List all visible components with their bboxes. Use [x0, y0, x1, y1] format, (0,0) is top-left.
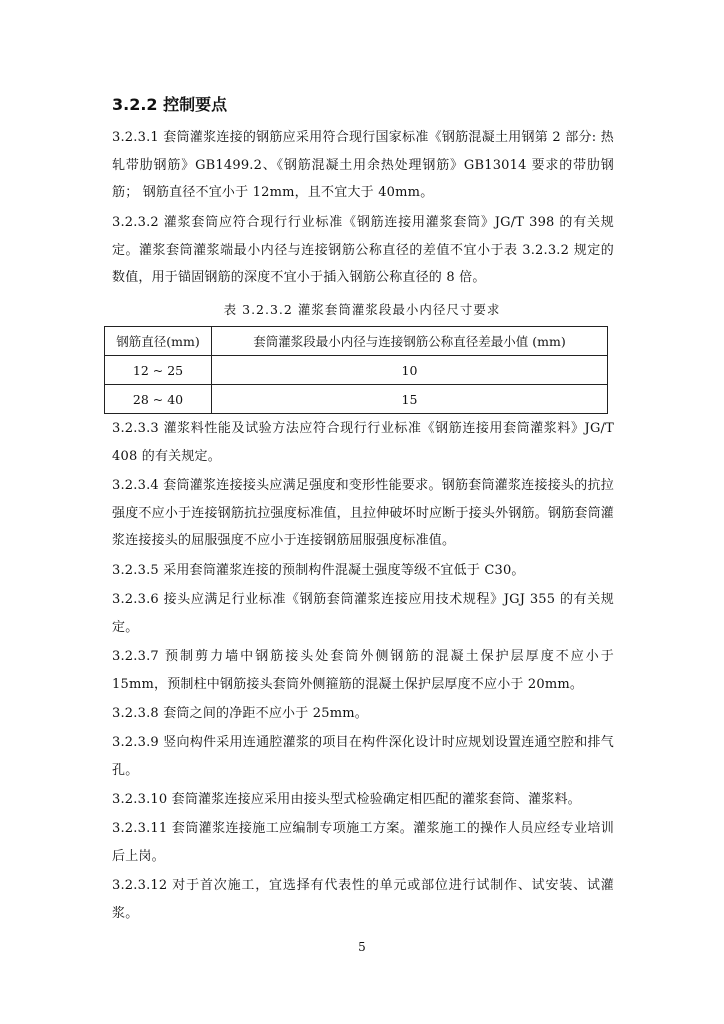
table-cell: 10 [212, 356, 608, 385]
paragraph-3-2-3-11: 3.2.3.11 套筒灌浆连接施工应编制专项施工方案。灌浆施工的操作人员应经专业培训后上岗。 [112, 821, 614, 864]
paragraph-3-2-3-1: 3.2.3.1 套筒灌浆连接的钢筋应采用符合现行国家标准《钢筋混凝土用钢第 2 部分: 热轧带肋钢筋》GB1499.2、《钢筋混凝土用余热处理钢筋》GB13014 要求的带肋钢筋； 钢筋直径不宜小于 12mm，且不宜大于 40mm。 [112, 130, 614, 200]
table-cell: 12 ~ 25 [105, 356, 212, 385]
table-cell: 28 ~ 40 [105, 385, 212, 414]
paragraph-3-2-3-9: 3.2.3.9 竖向构件采用连通腔灌浆的项目在构件深化设计时应规划设置连通空腔和排气孔。 [112, 735, 614, 778]
paragraph-3-2-3-2: 3.2.3.2 灌浆套筒应符合现行行业标准《钢筋连接用灌浆套筒》JG/T 398 的有关规定。灌浆套筒灌浆端最小内径与连接钢筋公称直径的差值不宜小于表 3.2.3.2 规定的数值，用于锚固钢筋的深度不宜小于插入钢筋公称直径的 8 倍。 [112, 215, 614, 285]
table-header-cell: 钢筋直径(mm) [105, 327, 212, 356]
table-caption: 表 3.2.3.2 灌浆套筒灌浆段最小内径尺寸要求 [223, 302, 501, 317]
paragraph-3-2-3-12: 3.2.3.12 对于首次施工，宜选择有代表性的单元或部位进行试制作、试安装、试灌浆。 [112, 878, 614, 921]
paragraph-3-2-3-7: 3.2.3.7 预制剪力墙中钢筋接头处套筒外侧钢筋的混凝土保护层厚度不应小于 15mm，预制柱中钢筋接头套筒外侧箍筋的混凝土保护层厚度不应小于 20mm。 [112, 649, 614, 692]
table-row [105, 356, 608, 385]
paragraph-3-2-3-4: 3.2.3.4 套筒灌浆连接接头应满足强度和变形性能要求。钢筋套筒灌浆连接接头的抗拉强度不应小于连接钢筋抗拉强度标准值，且拉伸破坏时应断于接头外钢筋。钢筋套筒灌浆连接接头的屈服强度不应小于连接钢筋屈服强度标准值。 [112, 478, 614, 548]
paragraph-3-2-3-5: 3.2.3.5 采用套筒灌浆连接的预制构件混凝土强度等级不宜低于 C30。 [112, 563, 525, 578]
paragraph-3-2-3-3: 3.2.3.3 灌浆料性能及试验方法应符合现行行业标准《钢筋连接用套筒灌浆料》JG/T 408 的有关规定。 [112, 421, 614, 464]
paragraph-3-2-3-6: 3.2.3.6 接头应满足行业标准《钢筋套筒灌浆连接应用技术规程》JGJ 355 的有关规定。 [112, 592, 614, 635]
table-header-cell: 套筒灌浆段最小内径与连接钢筋公称直径差最小值 (mm) [212, 327, 608, 356]
table-row [105, 385, 608, 414]
table-header-row [105, 327, 608, 356]
diameter-table [104, 326, 608, 414]
paragraph-3-2-3-10: 3.2.3.10 套筒灌浆连接应采用由接头型式检验确定相匹配的灌浆套筒、灌浆料。 [112, 792, 581, 807]
table-cell: 15 [212, 385, 608, 414]
page-number: 5 [358, 940, 366, 954]
paragraph-3-2-3-8: 3.2.3.8 套筒之间的净距不应小于 25mm。 [112, 706, 368, 721]
section-heading: 3.2.2 控制要点 [112, 95, 228, 114]
